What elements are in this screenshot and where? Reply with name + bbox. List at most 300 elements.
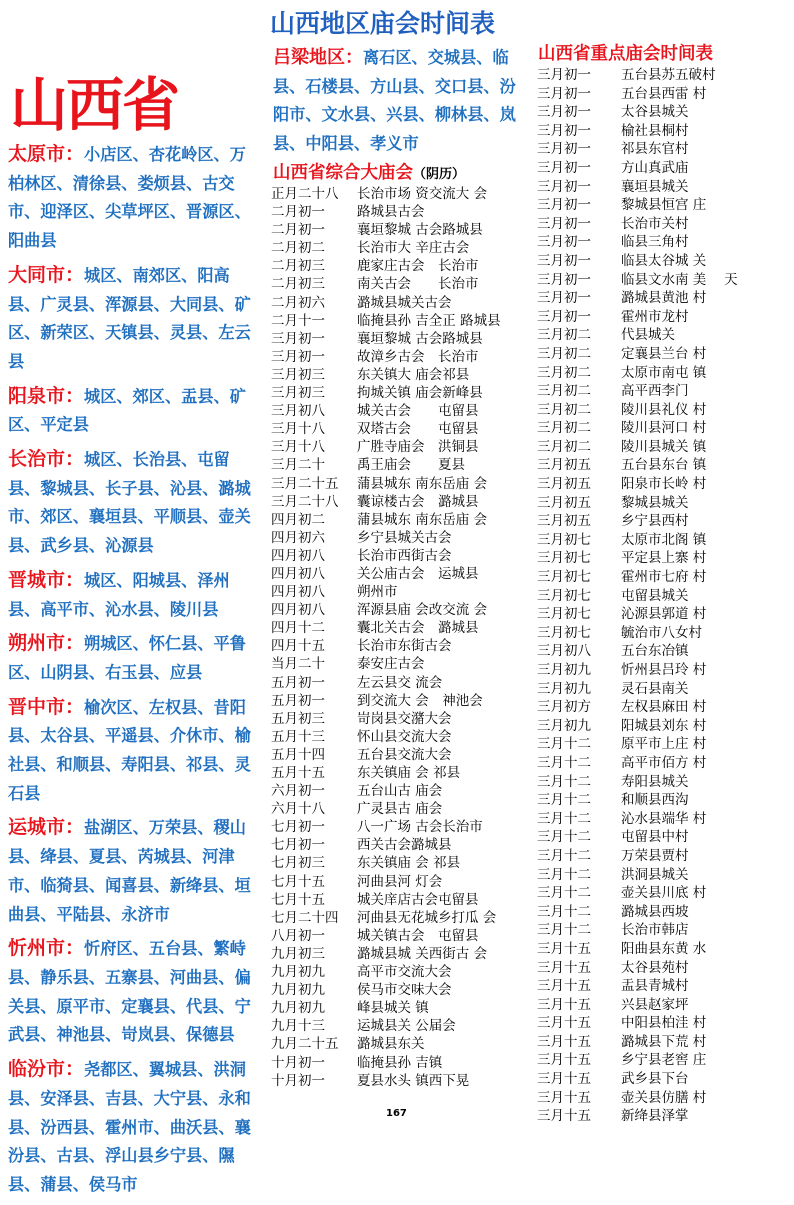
fair-row [537,996,738,1015]
fair-place: 河曲县无花城乡打瓜 会 [357,909,497,926]
fair-place: 霍州市七府 村 [621,569,707,586]
fair-date: 九月二十五 [271,1036,339,1053]
fair-place: 壶关县仿膳 村 [621,1089,707,1106]
fair-date: 十月初一 [271,1054,325,1071]
fair-place: 临县文水南 美 天 [621,271,738,288]
fair-place: 和顺县西沟 [621,792,689,809]
province-title: 山西省 [10,71,179,139]
fair-row [271,945,501,963]
page-title: 山西地区庙会时间表 [270,9,496,38]
fair-row [537,456,738,475]
fair-row [271,909,501,927]
fair-row [537,959,738,978]
fair-date: 三月十二 [537,866,591,883]
fair-row [537,494,738,513]
fair-place: 乡宁县城关古会 [357,529,452,546]
fair-place: 黎城县恒宫 庄 [621,197,707,214]
fair-row [537,531,738,550]
fair-place: 襄垣县城关 [621,178,689,195]
fair-place: 祁县东官村 [621,141,689,158]
fair-date: 五月初一 [271,692,325,709]
fair-date: 三月初一 [537,252,591,269]
fair-date: 二月初六 [271,294,325,311]
fair-date: 三月初八 [537,643,591,660]
comprehensive-fair-list [271,185,501,1090]
fair-row [537,587,738,606]
fair-place: 长治市关村 [621,215,689,232]
fair-date: 三月初一 [271,348,325,365]
fair-place: 定襄县兰台 村 [621,345,707,362]
fair-row [537,215,738,234]
fair-place: 鹿家庄古会 长治市 [357,258,479,275]
fair-row [537,1014,738,1033]
fair-row [271,402,501,420]
region-name: 晋城市： [8,568,85,591]
fair-place: 岢岗县交潴大会 [357,710,452,727]
fair-place: 左云县交 流会 [357,674,443,691]
fair-place: 榆社县桐村 [621,122,689,139]
fair-date: 四月初六 [271,529,325,546]
fair-row [271,927,501,945]
fair-row [537,1070,738,1089]
fair-date: 三月十五 [537,1052,591,1069]
fair-row [271,655,501,673]
fair-date: 五月初三 [271,710,325,727]
fair-place: 潞城县城关古会 [357,294,452,311]
fair-date: 三月初方 [537,699,591,716]
fair-place: 河曲县河 灯会 [357,873,443,890]
fair-place: 陵川县礼仪 村 [621,401,707,418]
fair-row [271,547,501,565]
fair-date: 七月初一 [271,837,325,854]
fair-date: 三月初一 [537,215,591,232]
region-block [8,693,262,809]
fair-row [271,1017,501,1035]
fair-row [537,866,738,885]
fair-row [537,754,738,773]
fair-date: 三月十二 [537,829,591,846]
fair-place: 峰县城关 镇 [357,1000,429,1017]
fair-place: 阳泉市长岭 村 [621,476,707,493]
fair-place: 潞城县城 关西街古 会 [357,945,488,962]
fair-place: 五台县交流大会 [357,746,452,763]
fair-row [537,233,738,252]
fair-row [537,419,738,438]
region-districts: 忻府区、五台县、繁峙县、静乐县、五寨县、河曲县、偏关县、原平市、定襄县、代县、宁武县、神池县、岢岚县、保德县 [8,939,251,1045]
fair-place: 新绛县泽掌 [621,1108,689,1125]
fair-place: 屯留县城关 [621,587,689,604]
fair-date: 三月初九 [537,662,591,678]
fair-place: 浑源县庙 会改交流 会 [357,602,488,619]
region-districts: 盐湖区、万荣县、稷山县、绛县、夏县、芮城县、河津市、临猗县、闻喜县、新绛县、垣曲县、平陆县、永济市 [8,818,251,924]
region-districts: 离石区、交城县、临县、石楼县、方山县、交口县、汾阳市、文水县、兴县、柳林县、岚县、中阳县、孝义市 [273,48,516,153]
fair-date: 二月初二 [271,240,325,257]
fair-place: 双塔古会 屯留县 [357,421,479,438]
fair-row [271,692,501,710]
fair-date: 三月初一 [537,197,591,214]
fair-date: 二月初三 [271,258,325,275]
fair-date: 四月十五 [271,638,325,655]
region-districts: 小店区、杏花岭区、万柏林区、清徐县、娄烦县、古交市、迎泽区、尖草坪区、晋源区、阳曲县 [8,145,251,251]
region-name: 大同市： [8,263,85,286]
fair-row [537,680,738,699]
fair-place: 城关庠店古会屯留县 [357,891,479,908]
fair-date: 三月初二 [537,383,591,400]
fair-date: 三月十二 [537,792,591,809]
fair-place: 太谷县苑村 [621,959,689,976]
fair-row [537,642,738,661]
fair-place: 夏县水头 镇西下晃 [357,1072,470,1089]
fair-row [537,103,738,122]
fair-place: 五台县西雷 村 [621,85,707,102]
fair-row [537,661,738,680]
fair-date: 三月初五 [537,513,591,530]
fair-row [537,884,738,903]
comprehensive-title: 山西省综合大庙会（阴历） [273,163,466,183]
fair-date: 三月十二 [537,922,591,939]
fair-row [271,185,501,203]
fair-row [271,294,501,312]
fair-place: 灵石县南关 [621,680,689,697]
fair-date: 三月初一 [537,85,591,102]
region-name: 吕梁地区： [273,47,363,68]
fair-date: 三月二十八 [271,493,339,510]
fair-place: 长治市东街古会 [357,638,452,655]
fair-row [537,810,738,829]
fair-date: 三月初一 [537,271,591,288]
fair-place: 太谷县城关 [621,104,689,121]
region-name: 忻州市： [8,937,85,960]
fair-row [537,122,738,141]
fair-date: 七月十五 [271,873,325,890]
fair-date: 三月十五 [537,959,591,976]
fair-row [537,382,738,401]
fair-place: 忻州县吕玲 村 [621,662,707,678]
fair-place: 五台县苏五破村 [621,67,716,83]
fair-date: 二月初一 [271,204,325,221]
fair-row [271,565,501,583]
region-block [8,934,262,1050]
fair-row [271,475,501,493]
fair-place: 临掩县孙 吉全正 路城县 [357,312,501,329]
region-block [8,140,262,256]
region-districts: 城区、南郊区、阳高县、广灵县、浑源县、大同县、矿区、新荣区、天镇县、灵县、左云县 [8,265,251,371]
region-districts: 尧都区、翼城县、洪洞县、安泽县、吉县、大宁县、永和县、汾西县、霍州市、曲沃县、襄汾县、古县、浮山县乡宁县、隰县、蒲县、侯马市 [8,1060,251,1194]
fair-place: 兴县赵家坪 [621,996,689,1013]
fair-row [271,420,501,438]
fair-row [271,674,501,692]
key-fair-list [537,66,738,1126]
fair-place: 平定县上寨 村 [621,550,707,567]
fair-place: 东关镇庙 会 祁县 [357,765,461,781]
fair-row [537,773,738,792]
fair-place: 武乡县下台 [621,1071,689,1088]
fair-place: 囊北关古会 潞城县 [357,620,479,637]
fair-date: 九月初三 [271,945,325,962]
fair-place: 拘城关镇 庙会新峰县 [357,385,483,402]
fair-row [271,221,501,239]
fair-date: 三月初一 [537,159,591,176]
fair-row [537,196,738,215]
fair-row [271,619,501,637]
fair-place: 代县城关 [621,327,675,344]
fair-place: 太原市南屯 镇 [621,364,707,381]
fair-row [271,493,501,511]
fair-row [271,511,501,529]
fair-row [271,981,501,999]
fair-row [271,891,501,909]
fair-date: 正月二十八 [271,186,339,202]
fair-date: 四月初八 [271,584,325,601]
region-districts: 榆次区、左权县、昔阳县、太谷县、平遥县、介休市、榆社县、和顺县、寿阳县、祁县、灵石县 [8,697,251,803]
fair-place: 路城县古会 [357,204,425,221]
fair-place: 原平市上庄 村 [621,736,707,753]
fair-place: 乡宁县老窖 庄 [621,1052,707,1069]
fair-place: 临县三角村 [621,234,689,251]
fair-row [537,1089,738,1108]
fair-date: 七月初一 [271,819,325,836]
fair-date: 三月初五 [537,457,591,474]
fair-place: 怀山县交流大会 [357,728,452,745]
fair-date: 五月十五 [271,765,325,781]
fair-date: 三月初九 [537,717,591,734]
fair-date: 三月十二 [537,736,591,753]
fair-date: 三月初三 [271,366,325,383]
fair-row [271,710,501,728]
fair-date: 当月二十 [271,656,325,673]
fair-date: 五月十三 [271,728,325,745]
fair-row [271,1072,501,1090]
lvliang-region [273,44,529,158]
fair-date: 三月二十五 [271,475,339,492]
fair-place: 潞城县黄池 村 [621,290,707,307]
fair-row [271,818,501,836]
fair-place: 左权县麻田 村 [621,699,707,716]
fair-place: 襄垣黎城 古会路城县 [357,330,483,347]
fair-date: 三月十二 [537,773,591,790]
fair-place: 故漳乡古会 长治市 [357,348,479,365]
fair-date: 四月初二 [271,511,325,528]
fair-place: 太原市北阁 镇 [621,531,707,548]
fair-date: 三月十二 [537,885,591,902]
fair-row [537,1107,738,1126]
region-name: 阳泉市： [8,384,85,407]
region-block [8,261,262,377]
fair-row [537,735,738,754]
fair-place: 囊谅楼古会 潞城县 [357,493,479,510]
fair-place: 到交流大 会 神池会 [357,692,483,709]
fair-place: 泰安庄古会 [357,656,425,673]
fair-row [271,583,501,601]
fair-date: 十月初一 [271,1072,325,1089]
fair-date: 三月十五 [537,1089,591,1106]
fair-date: 三月十八 [271,439,325,456]
fair-row [537,271,738,290]
fair-place: 潞城县西坡 [621,903,689,920]
fair-row [271,963,501,981]
fair-row [537,140,738,159]
fair-row [537,308,738,327]
fair-place: 蒲县城东 南东岳庙 会 [357,511,488,528]
fair-row [537,289,738,308]
fair-date: 六月十八 [271,801,325,818]
fair-place: 长治市大 辛庄古会 [357,240,470,257]
fair-row [271,275,501,293]
fair-date: 三月初九 [537,680,591,697]
fair-date: 三月初二 [537,438,591,455]
fair-date: 七月十五 [271,891,325,908]
fair-date: 三月十二 [537,903,591,920]
fair-date: 三月十五 [537,940,591,957]
fair-date: 四月初八 [271,565,325,582]
fair-row [537,252,738,271]
fair-date: 四月十二 [271,620,325,637]
fair-row [271,384,501,402]
fair-place: 长治市韩店 [621,922,689,939]
fair-place: 长治市西街古会 [357,547,452,564]
fair-date: 三月十五 [537,1015,591,1032]
fair-date: 二月初三 [271,276,325,293]
fair-row [271,366,501,384]
fair-place: 东关镇大 庙会祁县 [357,366,470,383]
fair-date: 九月初九 [271,982,325,999]
fair-row [271,637,501,655]
fair-place: 阳城县刘东 村 [621,717,707,734]
fair-date: 三月十五 [537,1033,591,1050]
fair-place: 高平市交流大会 [357,964,452,981]
fair-date: 三月初一 [271,330,325,347]
fair-date: 四月初八 [271,602,325,619]
fair-date: 五月十四 [271,746,325,763]
fair-date: 三月初七 [537,569,591,586]
fair-row [537,159,738,178]
fair-row [537,698,738,717]
fair-place: 中阳县柏洼 村 [621,1015,707,1032]
fair-place: 沁源县郭道 村 [621,606,707,623]
page-number: 167 [386,1108,407,1119]
region-block [8,813,262,929]
fair-place: 高平西李门 [621,383,689,400]
fair-place: 广灵县古 庙会 [357,801,443,818]
fair-date: 三月初二 [537,327,591,344]
region-name: 朔州市： [8,632,85,655]
fair-date: 三月十五 [537,978,591,995]
fair-place: 蒲县城东 南东岳庙 会 [357,475,488,492]
fair-date: 六月初一 [271,783,325,800]
fair-row [537,1051,738,1070]
region-name: 晋中市： [8,695,85,718]
fair-row [271,1035,501,1053]
fair-place: 寿阳县城关 [621,773,689,790]
fair-row [271,529,501,547]
region-block [8,566,262,624]
fair-place: 城关镇古会 屯留县 [357,927,479,944]
region-name: 临汾市： [8,1058,85,1081]
fair-row [537,364,738,383]
fair-place: 阳曲县东黄 水 [621,940,707,957]
fair-row [537,438,738,457]
key-fair-title: 山西省重点庙会时间表 [538,44,713,64]
fair-date: 三月初一 [537,122,591,139]
fair-date: 二月十一 [271,312,325,329]
fair-row [537,828,738,847]
fair-place: 临县太谷城 关 [621,252,707,269]
fair-row [537,847,738,866]
fair-place: 五台县东台 镇 [621,457,707,474]
fair-date: 三月十五 [537,1108,591,1125]
fair-date: 三月初一 [537,141,591,158]
fair-place: 高平市佰方 村 [621,754,707,771]
fair-row [537,475,738,494]
fair-place: 襄垣黎城 古会路城县 [357,222,483,239]
fair-date: 三月初五 [537,494,591,511]
fair-row [271,728,501,746]
fair-date: 三月初一 [537,67,591,83]
fair-date: 三月初二 [537,345,591,362]
fair-place: 毓治市八女村 [621,624,702,641]
fair-date: 三月初七 [537,550,591,567]
fair-row [537,512,738,531]
fair-row [537,624,738,643]
fair-place: 南关古会 长治市 [357,276,479,293]
fair-date: 三月初七 [537,624,591,641]
fair-place: 朔州市 [357,584,398,601]
fair-date: 九月十三 [271,1018,325,1035]
fair-date: 三月初七 [537,587,591,604]
region-block [8,382,262,440]
fair-place: 盂县青城村 [621,978,689,995]
fair-row [537,921,738,940]
fair-row [537,549,738,568]
fair-place: 潞城县东关 [357,1036,425,1053]
fair-place: 霍州市龙村 [621,308,689,325]
fair-place: 五台东冶镇 [621,643,689,660]
fair-place: 屯留县中村 [621,829,689,846]
region-name: 运城市： [8,816,85,839]
fair-row [271,312,501,330]
fair-place: 长治市场 资交流大 会 [357,186,488,202]
fair-row [271,438,501,456]
fair-row [537,568,738,587]
fair-place: 黎城县城关 [621,494,689,511]
fair-row [271,456,501,474]
fair-date: 三月初一 [537,178,591,195]
fair-date: 三月初一 [537,290,591,307]
fair-place: 广胜寺庙会 洪铜县 [357,439,479,456]
fair-row [271,239,501,257]
fair-place: 五台山古 庙会 [357,783,443,800]
fair-place: 沁水县端华 村 [621,810,707,827]
fair-date: 三月初七 [537,606,591,623]
fair-place: 洪洞县城关 [621,866,689,883]
fair-place: 运城县关 公届会 [357,1018,456,1035]
fair-date: 三月初一 [537,308,591,325]
fair-date: 三月初二 [537,401,591,418]
fair-row [271,257,501,275]
fair-row [537,85,738,104]
region-name: 太原市： [8,143,85,165]
fair-date: 七月初三 [271,855,325,872]
fair-date: 三月十八 [271,421,325,438]
fair-place: 方山真武庙 [621,159,689,176]
fair-row [537,903,738,922]
fair-date: 三月十五 [537,1071,591,1088]
fair-date: 三月初一 [537,234,591,251]
fair-date: 八月初一 [271,927,325,944]
fair-place: 乡宁县西村 [621,513,689,530]
region-name: 长治市： [8,448,85,471]
fair-row [537,66,738,85]
